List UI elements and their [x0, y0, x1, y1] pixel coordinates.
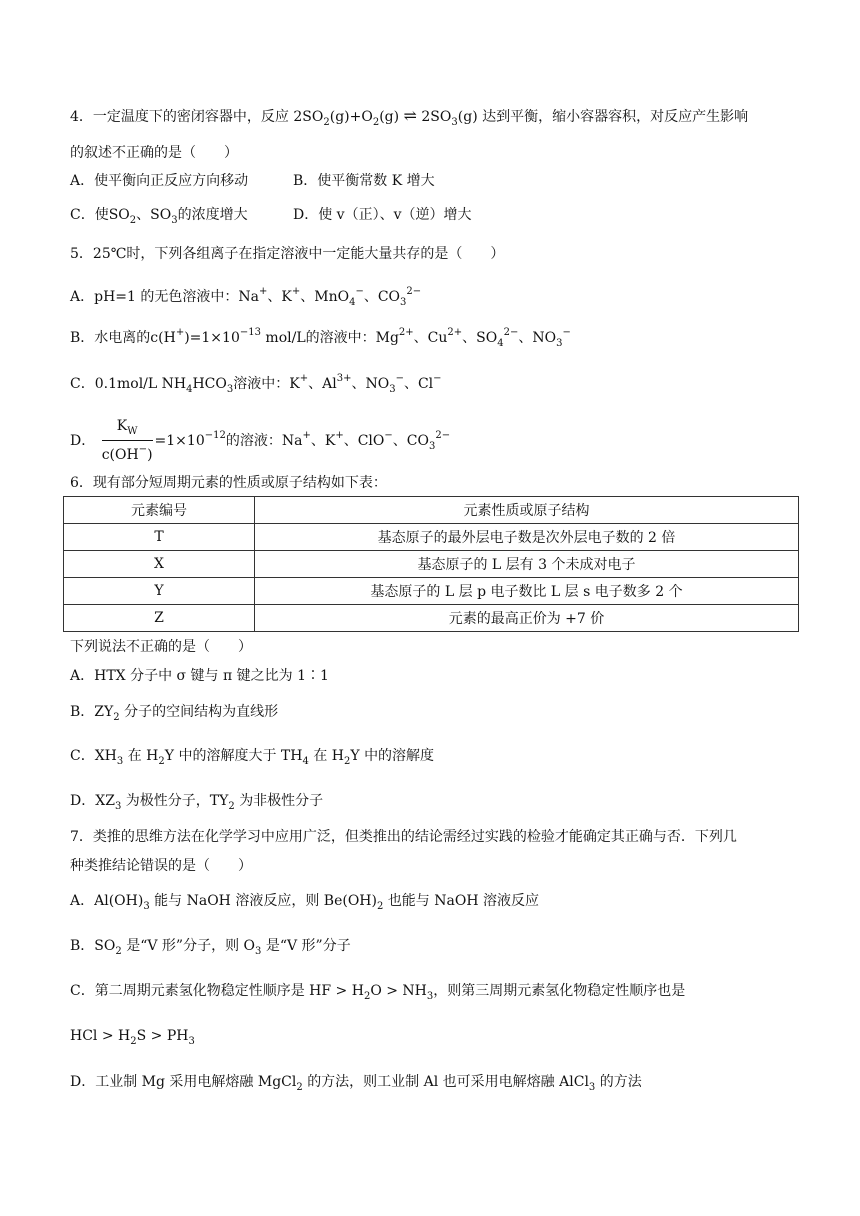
table-cell: Y — [64, 578, 255, 605]
table-cell: T — [64, 524, 255, 551]
q4-stem-text-2: 达到平衡，缩小容器容积，对反应产生影响 — [482, 109, 749, 125]
table-cell: 基态原子的最外层电子数是次外层电子数的 2 倍 — [255, 524, 799, 551]
table-cell: Z — [64, 605, 255, 632]
q7-stem-line2: 种类推结论错误的是（ ） — [70, 858, 252, 874]
table-cell: 基态原子的 L 层 p 电子数比 L 层 s 电子数多 2 个 — [255, 578, 799, 605]
q7-option-c-cont: HCl > $H_2S > PH_3$ — [70, 1028, 195, 1047]
q6-option-d: D．$XZ_3$ 为极性分子，$TY_2$ 为非极性分子 — [70, 793, 324, 812]
table-row — [64, 605, 799, 632]
q6-option-a: A．HTX 分子中 σ 键与 π 键之比为 1∶1 — [70, 668, 329, 684]
q4-stem-line2: 的叙述不正确的是（ ） — [70, 145, 238, 161]
q7-stem-line1: 7．类推的思维方法在化学学习中应用广泛，但类推出的结论需经过实践的检验才能确定其正确与否．下列几 — [70, 829, 737, 845]
table-cell: 基态原子的 L 层有 3 个未成对电子 — [255, 551, 799, 578]
q4-stem-text: 4．一定温度下的密闭容器中，反应 — [70, 109, 289, 125]
q4-equation: $2SO_2(g)+O_2(g)$ ⇌ $2SO_3(g)$ — [293, 106, 478, 128]
q6-stem: 6．现有部分短周期元素的性质或原子结构如下表： — [70, 475, 387, 491]
q5-option-a: A．pH=1 的无色溶液中：Na+、K+、MnO$_4$−、$CO_3^{2-}$ — [70, 286, 422, 308]
q4-option-a: A．使平衡向正反应方向移动 — [70, 173, 249, 189]
kw-fraction: $\frac{K_W}{c(OH^-)}$ — [101, 418, 153, 463]
element-table — [63, 496, 799, 632]
q6-option-b: B．$ZY_2$ 分子的空间结构为直线形 — [70, 704, 279, 723]
q5-option-d: D． $\frac{K_W}{c(OH^-)}$ $=1\times 10^{-12}$的溶液：Na+、K+、ClO−、$CO_3^{2-}$ — [70, 418, 451, 463]
table-row — [64, 551, 799, 578]
q4-option-d: D．使 v（正）、v（逆）增大 — [293, 207, 472, 223]
q4-option-c: C．使$SO_2$、$SO_3$的浓度增大 — [70, 207, 248, 226]
table-row — [64, 578, 799, 605]
table-header-cell: 元素编号 — [64, 497, 255, 524]
table-cell: 元素的最高正价为 +7 价 — [255, 605, 799, 632]
table-header-cell: 元素性质或原子结构 — [255, 497, 799, 524]
q5-option-b: B．水电离的$c(H^+)=1\times 10^{-13}$ mol/L的溶液中：$Mg^{2+}$、$Cu^{2+}$、$SO_4^{2-}$、$NO_3^-$ — [70, 327, 571, 349]
q5-option-c: C．0.1mol/L $NH_4HCO_3$溶液中：K+、$Al^{3+}$、$NO_3^-$、Cl− — [70, 373, 442, 395]
table-header-row — [64, 497, 799, 524]
q7-option-a: A．$Al(OH)_3$ 能与 NaOH 溶液反应，则 $Be(OH)_2$ 也能与 NaOH 溶液反应 — [70, 893, 539, 912]
q4-stem-line1 — [70, 106, 748, 133]
q6-option-c: C．$XH_3$ 在 $H_2Y$ 中的溶解度大于 $TH_4$ 在 $H_2Y$ 中的溶解度 — [70, 748, 435, 767]
q7-option-b: B．$SO_2$ 是“V 形”分子，则 $O_3$ 是“V 形”分子 — [70, 938, 351, 957]
table-cell: X — [64, 551, 255, 578]
table-row — [64, 524, 799, 551]
q7-option-c: C．第二周期元素氢化物稳定性顺序是 HF > $H_2O > NH_3$，则第三周期元素氢化物稳定性顺序也是 — [70, 983, 686, 1002]
q4-option-b: B．使平衡常数 K 增大 — [293, 173, 435, 189]
q6-after-table: 下列说法不正确的是（ ） — [70, 639, 252, 655]
q5-stem: 5．25℃时，下列各组离子在指定溶液中一定能大量共存的是（ ） — [70, 246, 505, 262]
q7-option-d: D．工业制 Mg 采用电解熔融 MgCl$_2$ 的方法，则工业制 Al 也可采用电解熔融 AlCl$_3$ 的方法 — [70, 1074, 642, 1093]
